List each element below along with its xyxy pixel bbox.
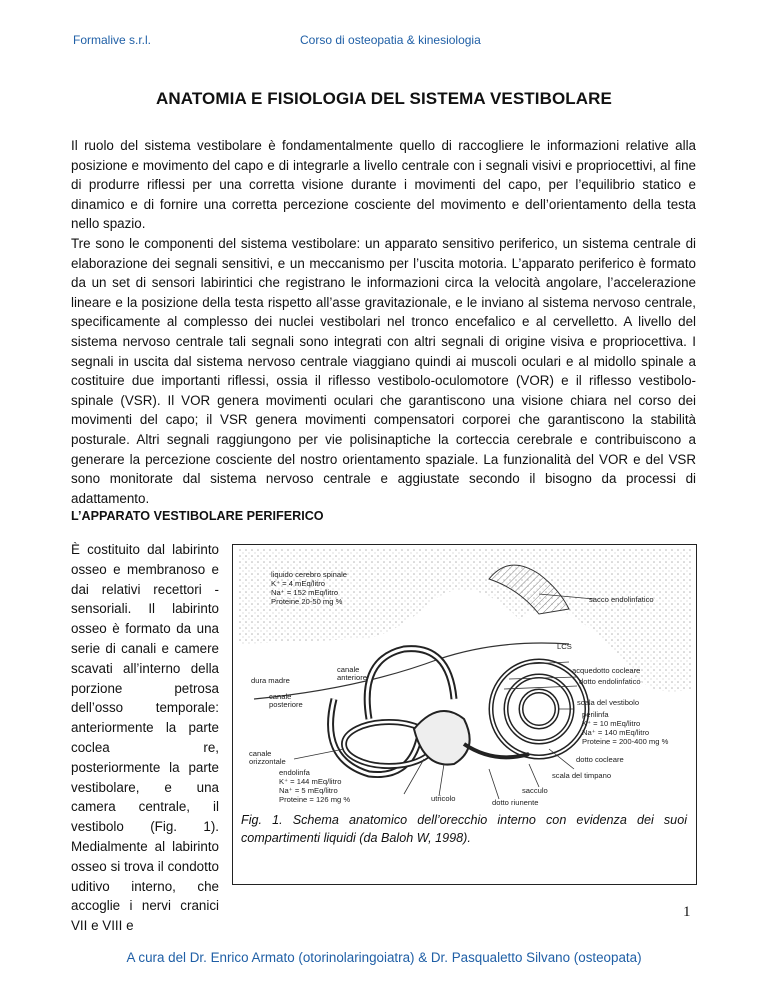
label-can-post-0: canale [269, 692, 292, 701]
anterior-canal-inner [367, 649, 454, 719]
label-lcs-1: K⁺ = 4 mEq/litro [271, 579, 326, 588]
label-dotto-endo: dotto endolinfatico [579, 677, 641, 686]
intro-paragraph-1: Il ruolo del sistema vestibolare è fondamentalmente quello di raccogliere le informazioni relative alla posizione e movimento del capo e di integrarle a livello centrale con i segnali visivi e propriocettivi, al fine di produrre riflessi per una corretta visione durante i movimenti del capo, per l’equilibrio statico e dinamico e di fornire una corretta percezione cosciente del movimento e dell’orientamento della testa nello spazio. [71, 138, 696, 232]
page-number: 1 [683, 904, 691, 920]
label-can-ant-0: canale [337, 665, 360, 674]
page-title: ANATOMIA E FISIOLOGIA DEL SISTEMA VESTIBOLARE [156, 89, 612, 108]
intro-text [71, 136, 696, 508]
label-lcs-3: Proteine 20-50 mg % [271, 597, 343, 606]
left-column-text: È costituito dal labirinto osseo e membranoso e dai relativi recettori - sensoriali. Il labirinto osseo è formato da una serie di canali e camere scavati all’interno della porzione petrosa dell’osso temporale: anteriormente la parte coclea re, posteriormente la parte vestibolare, e una camera centrale, il vestibolo (Fig. 1). Medialmente al labirinto osseo si trova il condotto uditivo interno, che accoglie i nervi cranici VII e VIII e [71, 542, 219, 934]
label-lcs: LCS [557, 642, 572, 651]
label-endolinfa-1: K⁺ = 144 mEq/litro [279, 777, 342, 786]
label-lcs-2: Na⁺ = 152 mEq/litro [271, 588, 339, 597]
label-endolinfa-3: Proteine = 126 mg % [279, 795, 351, 804]
label-sacco: sacco endolinfatico [589, 595, 654, 604]
header-left: Formalive s.r.l. [73, 33, 152, 47]
section-heading: L’APPARATO VESTIBOLARE PERIFERICO [71, 509, 324, 523]
label-endolinfa-2: Na⁺ = 5 mEq/litro [279, 786, 338, 795]
label-dura: dura madre [251, 676, 290, 685]
figure-box [232, 544, 697, 885]
label-perilinfa-2: Na⁺ = 140 mEq/litro [582, 728, 650, 737]
label-endolinfa-0: endolinfa [279, 768, 310, 777]
label-sacculo: sacculo [522, 786, 548, 795]
label-acquedotto: acquedotto cocleare [572, 666, 641, 675]
label-perilinfa-3: Proteine = 200-400 mg % [582, 737, 669, 746]
figure-caption: Fig. 1. Schema anatomico dell’orecchio interno con evidenza dei suoi compartimenti liquidi (da Baloh W, 1998). [241, 813, 687, 845]
label-lcs-0: liquido cerebro spinale [271, 570, 347, 579]
inner-ear-diagram [239, 549, 692, 807]
label-can-oriz-1: orizzontale [249, 757, 286, 766]
label-can-oriz-0: canale [249, 749, 272, 758]
label-scala-vest: scala del vestibolo [577, 698, 640, 707]
label-dotto-coc: dotto cocleare [576, 755, 624, 764]
label-can-post-1: posteriore [269, 700, 303, 709]
label-scala-timp: scala del timpano [552, 771, 612, 780]
header-center: Corso di osteopatia & kinesiologia [300, 33, 481, 47]
label-utricolo: utricolo [431, 794, 456, 803]
label-perilinfa-1: K⁺ = 10 mEq/litro [582, 719, 641, 728]
label-perilinfa-0: perilinfa [582, 710, 609, 719]
intro-paragraph-2: Tre sono le componenti del sistema vestibolare: un apparato sensitivo periferico, un sistema centrale di elaborazione dei segnali sensitivi, e un meccanismo per l’uscita motoria. L’apparato periferico è formato da un set di sensori labirintici che registrano le informazioni circa la velocità angolare, l’accelerazione lineare e la posizione della testa rispetto all’asse gravitazionale, e le inviano al sistema nervoso centrale, specificamente al complesso dei nuclei vestibolari nel tronco encefalico e al cervelletto. A livello del sistema nervoso centrale tali segnali sono integrati con altri segnali di origine visiva e propriocettiva. I segnali in uscita dal sistema nervoso centrale viaggiano quindi ai muscoli oculari e al midollo spinale a costituire due importanti riflessi, ossia il riflesso vestibolo-oculomotore (VOR) e il riflesso vestibolo-spinale (VSR). Il VOR genera movimenti oculari che garantiscono una visione chiara nel corso dei movimenti del capo; il VSR genera movimenti compensatori corporei che garantiscono la stabilità posturale. Altri segnali raggiungono per vie polisinaptiche la corteccia cerebrale e contribuiscono a generare la percezione cosciente del nostro orientamento spaziale. La funzionalità del VOR e del VSR sono monitorate dal sistema nervoso centrale e aggiustate secondo il bisogno da processi di adattamento. [71, 235, 696, 506]
page-footer: A cura del Dr. Enrico Armato (otorinolaringoiatra) & Dr. Pasqualetto Silvano (osteopata) [126, 950, 642, 965]
label-can-ant-1: anteriore [337, 673, 367, 682]
label-dotto-riun: dotto riunente [492, 798, 539, 807]
